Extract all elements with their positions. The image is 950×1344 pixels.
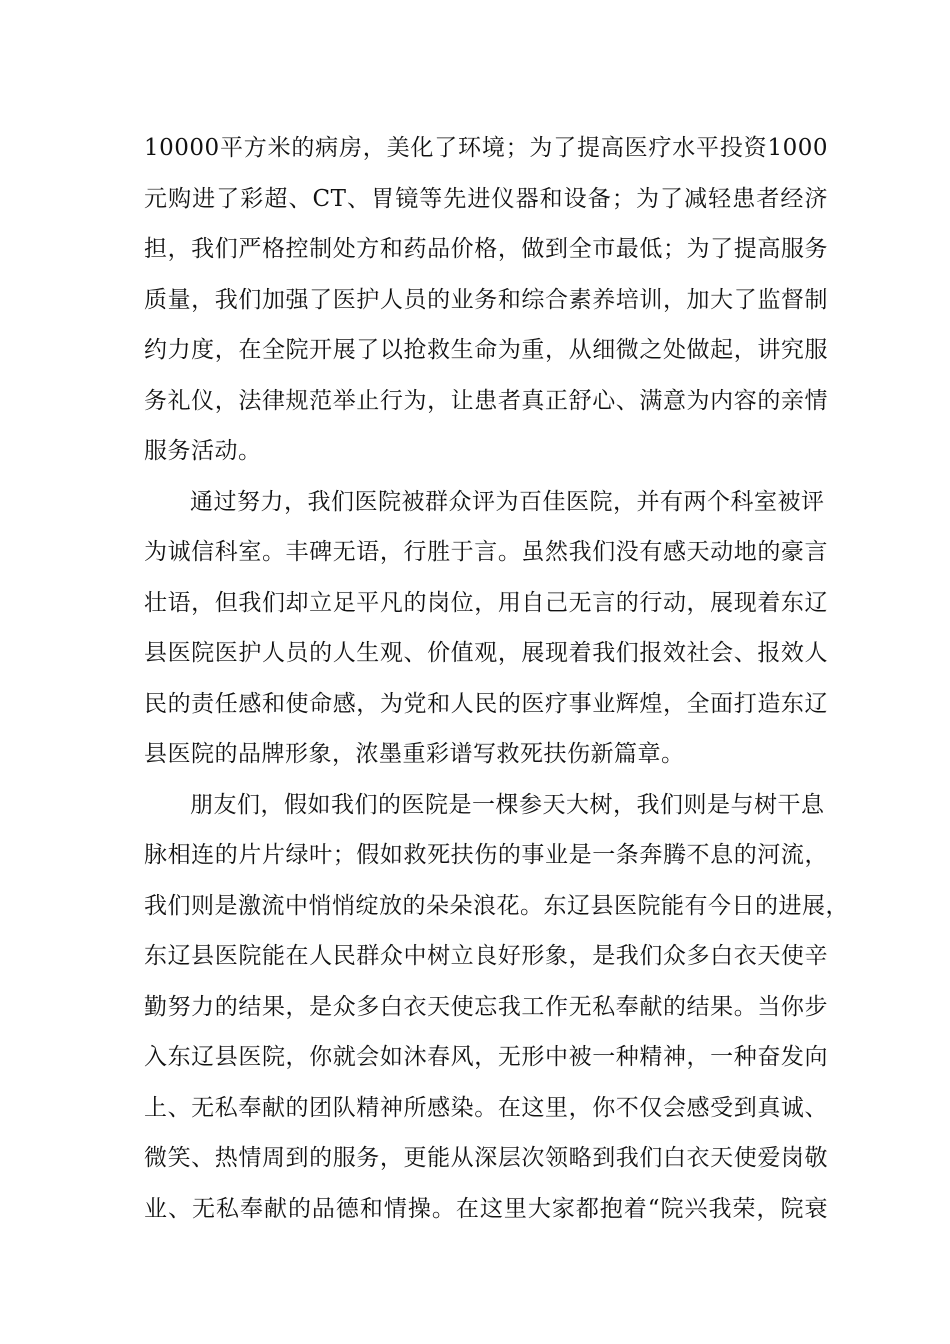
text-line: 朋友们，假如我们的医院是一棵参天大树，我们则是与树干息	[190, 791, 825, 818]
text-line: 壮语，但我们却立足平凡的岗位，用自己无言的行动，展现着东辽	[144, 589, 828, 616]
text-line: 我们则是激流中悄悄绽放的朵朵浪花。东辽县医院能有今日的进展，	[144, 892, 849, 919]
text-line: 通过努力，我们医院被群众评为百佳医院，并有两个科室被评	[190, 488, 825, 515]
paragraph	[144, 477, 828, 780]
text-line: 县医院医护人员的人生观、价值观，展现着我们报效社会、报效人	[144, 640, 828, 666]
text-line: 约力度，在全院开展了以抢救生命为重，从细微之处做起，讲究服	[144, 337, 828, 363]
text-line: 民的责任感和使命感，为党和人民的医疗事业辉煌，全面打造东辽	[144, 690, 828, 717]
paragraph	[144, 780, 849, 1235]
document-body	[144, 123, 849, 1234]
text-line: 担，我们严格控制处方和药品价格，做到全市最低；为了提高服务	[144, 236, 828, 262]
text-line: 服务活动。	[144, 438, 262, 464]
text-line: 入东辽县医院，你就会如沐春风，无形中被一种精神，一种奋发向	[144, 1044, 828, 1070]
text-line: 上、无私奉献的团队精神所感染。在这里，你不仅会感受到真诚、	[144, 1094, 828, 1121]
text-line: 10000平方米的病房，美化了环境；为了提高医疗水平投资1000	[144, 135, 828, 161]
paragraph	[144, 123, 828, 477]
text-line: 东辽县医院能在人民群众中树立良好形象，是我们众多白衣天使辛	[144, 943, 828, 969]
text-line: 脉相连的片片绿叶；假如救死扶伤的事业是一条奔腾不息的河流，	[144, 842, 828, 868]
text-line: 勤努力的结果，是众多白衣天使忘我工作无私奉献的结果。当你步	[144, 993, 828, 1020]
text-line: 为诚信科室。丰碑无语，行胜于言。虽然我们没有感天动地的豪言	[144, 539, 828, 565]
text-line: 务礼仪，法律规范举止行为，让患者真正舒心、满意为内容的亲情	[144, 387, 828, 414]
text-line: 微笑、热情周到的服务，更能从深层次领略到我们白衣天使爱岗敬	[144, 1145, 828, 1171]
text-line: 元购进了彩超、CT、胃镜等先进仪器和设备；为了减轻患者经济	[144, 185, 828, 212]
text-line: 县医院的品牌形象，浓墨重彩谱写救死扶伤新篇章。	[144, 741, 685, 767]
text-line: 质量，我们加强了医护人员的业务和综合素养培训，加大了监督制	[144, 286, 828, 313]
text-line: 业、无私奉献的品德和情操。在这里大家都抱着“院兴我荣，院衰	[144, 1195, 828, 1222]
